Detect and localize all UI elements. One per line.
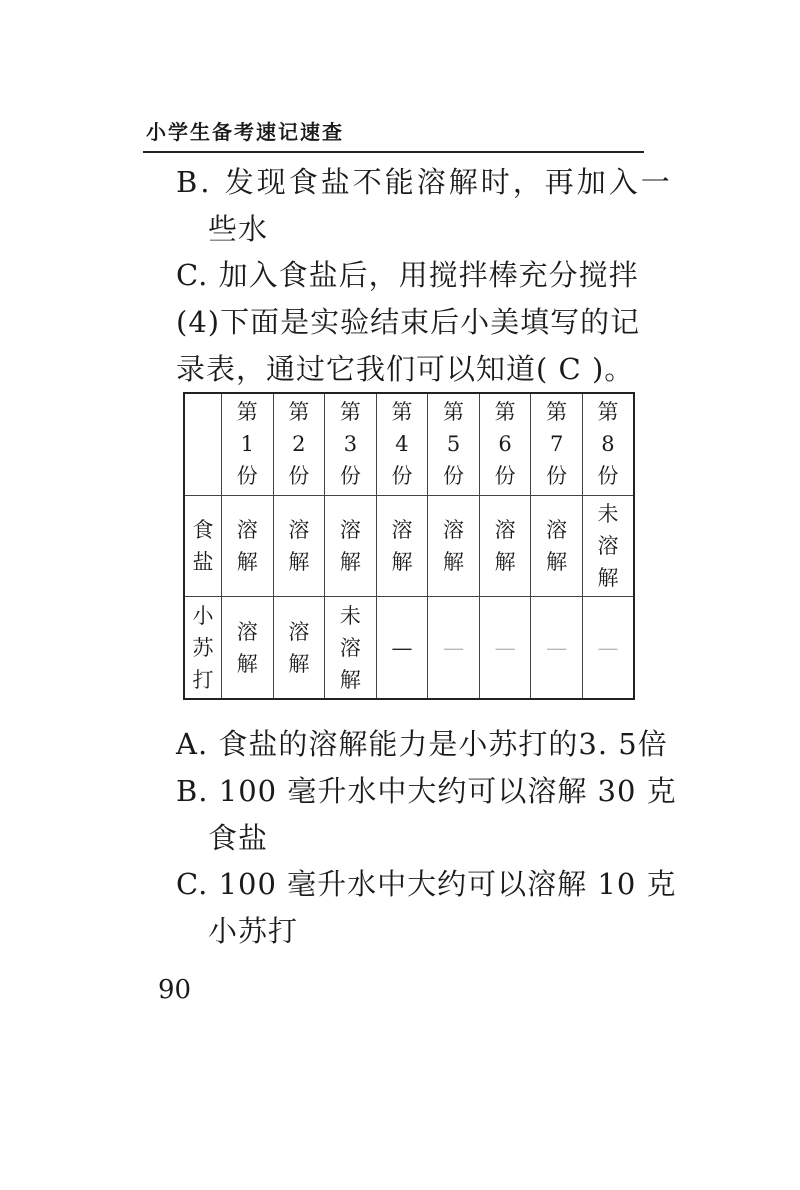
answer-option-a: A. 食盐的溶解能力是小苏打的3. 5倍 <box>176 727 668 761</box>
table-row-salt <box>184 495 634 597</box>
column-header: 第 8 份 <box>582 393 634 495</box>
question-4-line2: 录表，通过它我们可以知道( C )。 <box>176 352 635 386</box>
table-cell: 溶 解 <box>531 495 583 597</box>
table-row-baking-soda <box>184 597 634 699</box>
table-cell-dash: — <box>531 597 583 699</box>
table-cell: 未 溶 解 <box>325 597 377 699</box>
table-cell: 溶 解 <box>273 597 325 699</box>
column-header: 第 4 份 <box>376 393 428 495</box>
table-cell: 溶 解 <box>222 495 274 597</box>
option-b-prev-line2: 些水 <box>208 212 269 246</box>
question-4-line1: (4)下面是实验结束后小美填写的记 <box>176 305 641 339</box>
answer-option-c-line2: 小苏打 <box>208 914 299 948</box>
column-header: 第 3 份 <box>325 393 377 495</box>
table-cell: 溶 解 <box>479 495 531 597</box>
table-cell: 溶 解 <box>325 495 377 597</box>
table-cell: 溶 解 <box>273 495 325 597</box>
table-cell-dash: — <box>376 597 428 699</box>
table-cell: 未 溶 解 <box>582 495 634 597</box>
answer-option-b-line2: 食盐 <box>208 821 269 855</box>
table-header-row <box>184 393 634 495</box>
page-number: 90 <box>158 975 192 1005</box>
column-header: 第 5 份 <box>428 393 480 495</box>
record-table <box>183 392 635 700</box>
header-rule <box>143 151 644 153</box>
option-b-prev-line1: B. 发现食盐不能溶解时，再加入一 <box>176 165 673 199</box>
row-label-baking-soda: 小 苏 打 <box>184 597 222 699</box>
answer-option-b-line1: B. 100 毫升水中大约可以溶解 30 克 <box>176 774 677 808</box>
table-cell-dash: — <box>582 597 634 699</box>
column-header: 第 6 份 <box>479 393 531 495</box>
table-cell-dash: — <box>479 597 531 699</box>
corner-cell <box>184 393 222 495</box>
table-cell: 溶 解 <box>428 495 480 597</box>
running-header: 小学生备考速记速查 <box>146 120 344 144</box>
row-label-salt: 食 盐 <box>184 495 222 597</box>
table-cell: 溶 解 <box>222 597 274 699</box>
answer-option-c-line1: C. 100 毫升水中大约可以溶解 10 克 <box>176 867 677 901</box>
table-cell-dash: — <box>428 597 480 699</box>
column-header: 第 7 份 <box>531 393 583 495</box>
table-cell: 溶 解 <box>376 495 428 597</box>
column-header: 第 1 份 <box>222 393 274 495</box>
option-c-prev: C. 加入食盐后，用搅拌棒充分搅拌 <box>176 258 639 292</box>
column-header: 第 2 份 <box>273 393 325 495</box>
